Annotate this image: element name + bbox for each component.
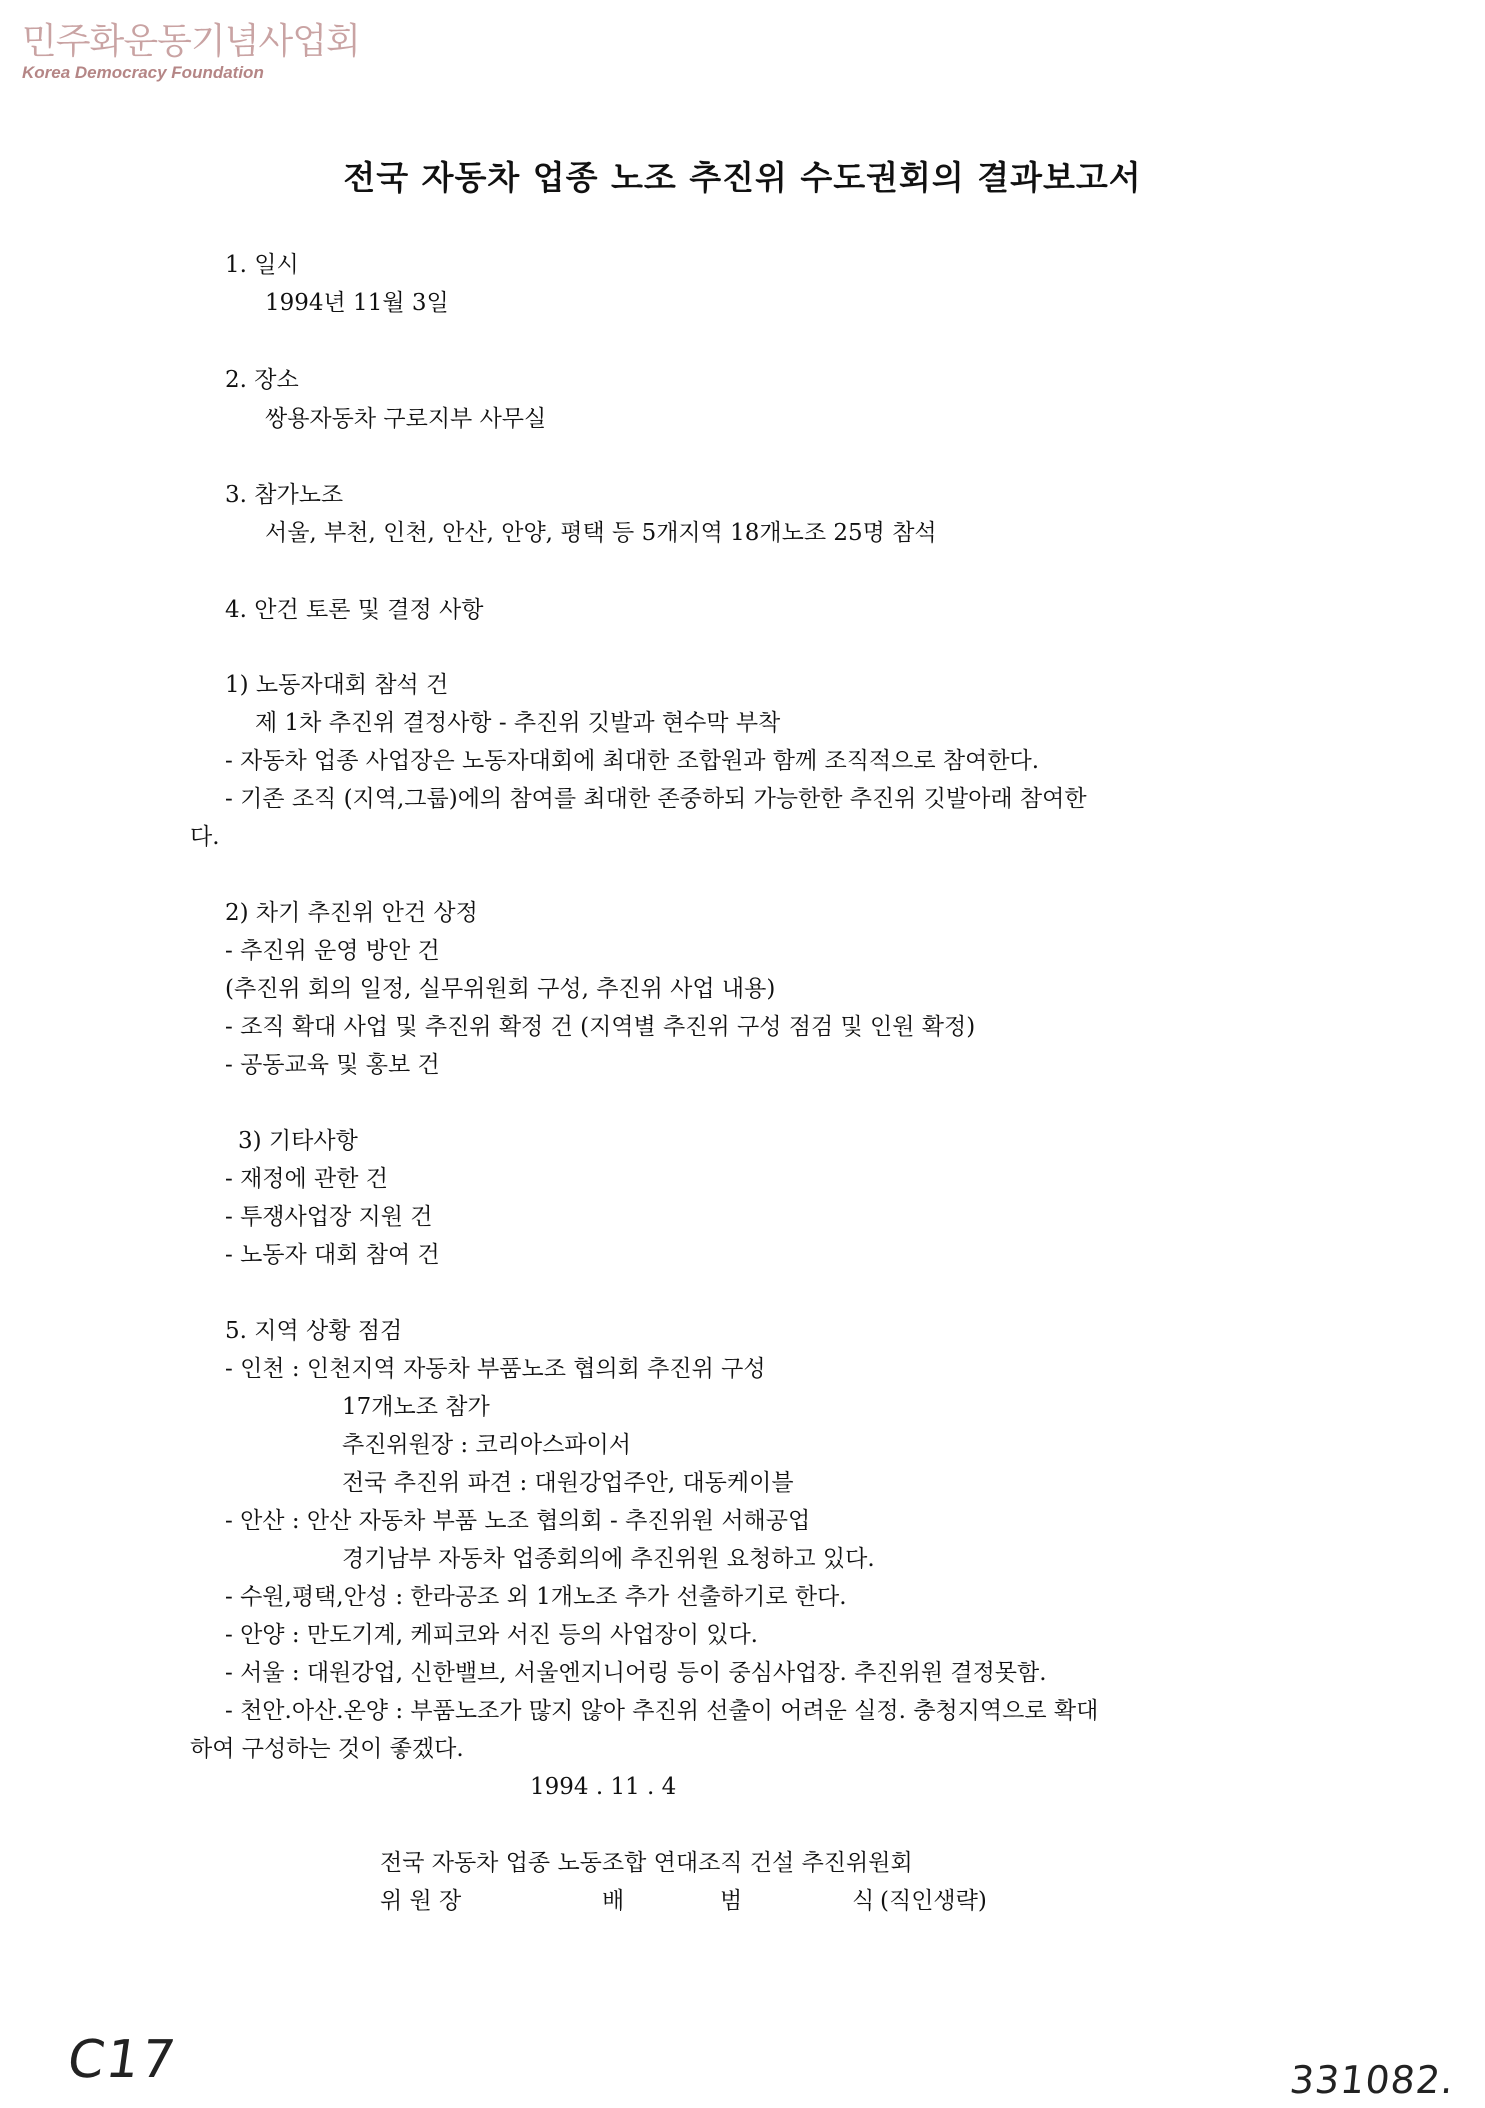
region-line: 전국 추진위 파견 : 대원강업주안, 대동케이블 — [342, 1470, 794, 1496]
signature-name-char: 식 — [852, 1888, 875, 1914]
sub-3-line: - 재정에 관한 건 — [225, 1166, 389, 1192]
signature-seal-note: (직인생략) — [880, 1888, 987, 1914]
signature-org: 전국 자동차 업종 노동조합 연대조직 건설 추진위원회 — [380, 1850, 913, 1876]
section-1-text: 1994년 11월 3일 — [265, 290, 449, 316]
region-line: - 수원,평택,안성 : 한라공조 외 1개노조 추가 선출하기로 한다. — [225, 1584, 847, 1610]
signature-name-char: 범 — [720, 1888, 743, 1914]
document-title: 전국 자동차 업종 노조 추진위 수도권회의 결과보고서 — [343, 158, 1142, 197]
region-line: - 인천 : 인천지역 자동차 부품노조 협의회 추진위 구성 — [225, 1356, 766, 1382]
region-line: - 천안.아산.온양 : 부품노조가 많지 않아 추진위 선출이 어려운 실정. 충청지역으로 확대 — [225, 1698, 1099, 1724]
region-line: - 안산 : 안산 자동차 부품 노조 협의회 - 추진위원 서해공업 — [225, 1508, 811, 1534]
watermark-korean: 민주화운동기념사업회 — [22, 21, 360, 62]
section-2-heading: 2. 장소 — [225, 367, 299, 393]
section-3-heading: 3. 참가노조 — [225, 482, 344, 508]
region-line: 17개노조 참가 — [342, 1394, 490, 1420]
sub-3-line: - 노동자 대회 참여 건 — [225, 1242, 440, 1268]
signature-name-char: 배 — [602, 1888, 625, 1914]
sub-2-line: - 추진위 운영 방안 건 — [225, 938, 440, 964]
section-3-text: 서울, 부천, 인천, 안산, 안양, 평택 등 5개지역 18개노조 25명 참석 — [265, 520, 937, 546]
sub-1-line: - 기존 조직 (지역,그룹)에의 참여를 최대한 존중하되 가능한한 추진위 깃발아래 참여한 — [225, 786, 1087, 812]
watermark-english: Korea Democracy Foundation — [22, 63, 264, 82]
sub-2-heading: 2) 차기 추진위 안건 상정 — [225, 900, 478, 926]
region-line: - 서울 : 대원강업, 신한밸브, 서울엔지니어링 등이 중심사업장. 추진위원 결정못함. — [225, 1660, 1047, 1686]
region-line: 하여 구성하는 것이 좋겠다. — [190, 1736, 464, 1762]
signature-title: 위 원 장 — [380, 1888, 462, 1914]
handwritten-archive-number: 331082. — [1287, 2058, 1457, 2102]
handwritten-page-code: C17 — [63, 2030, 181, 2090]
sub-1-line: 제 1차 추진위 결정사항 - 추진위 깃발과 현수막 부착 — [255, 710, 781, 736]
sub-2-line: - 조직 확대 사업 및 추진위 확정 건 (지역별 추진위 구성 점검 및 인원 확정) — [225, 1014, 976, 1040]
section-5-heading: 5. 지역 상황 점검 — [225, 1318, 403, 1344]
section-1-heading: 1. 일시 — [225, 252, 299, 278]
region-line: 추진위원장 : 코리아스파이서 — [342, 1432, 631, 1458]
report-date: 1994 . 11 . 4 — [530, 1774, 677, 1800]
region-line: 경기남부 자동차 업종회의에 추진위원 요청하고 있다. — [342, 1546, 875, 1572]
sub-1-line: 다. — [190, 824, 220, 850]
section-2-text: 쌍용자동차 구로지부 사무실 — [265, 406, 547, 432]
sub-1-line: - 자동차 업종 사업장은 노동자대회에 최대한 조합원과 함께 조직적으로 참여한다. — [225, 748, 1040, 774]
sub-2-line: (추진위 회의 일정, 실무위원회 구성, 추진위 사업 내용) — [225, 976, 776, 1002]
sub-3-line: - 투쟁사업장 지원 건 — [225, 1204, 433, 1230]
section-4-heading: 4. 안건 토론 및 결정 사항 — [225, 597, 484, 623]
region-line: - 안양 : 만도기계, 케피코와 서진 등의 사업장이 있다. — [225, 1622, 758, 1648]
sub-1-heading: 1) 노동자대회 참석 건 — [225, 672, 449, 698]
sub-2-line: - 공동교육 및 홍보 건 — [225, 1052, 440, 1078]
watermark-logo — [22, 22, 360, 84]
sub-3-heading: 3) 기타사항 — [238, 1128, 358, 1154]
